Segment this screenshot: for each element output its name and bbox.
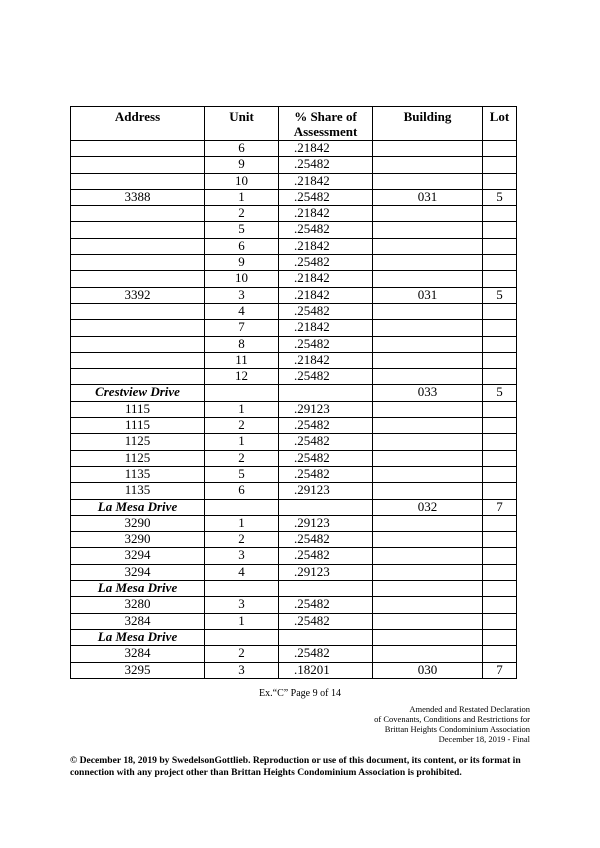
cell-address: 3388 (71, 189, 205, 205)
section-row (71, 629, 517, 645)
cell-unit: 5 (205, 222, 279, 238)
table-row (71, 287, 517, 303)
cell-building (373, 157, 483, 173)
cell-address (71, 157, 205, 173)
cell-lot (483, 515, 517, 531)
cell-building (373, 352, 483, 368)
table-row (71, 532, 517, 548)
cell-building (373, 613, 483, 629)
cell-share: .25482 (279, 303, 373, 319)
cell-unit: 12 (205, 369, 279, 385)
cell-lot (483, 369, 517, 385)
cell-share (279, 385, 373, 401)
cell-address: La Mesa Drive (71, 581, 205, 597)
cell-lot (483, 157, 517, 173)
cell-address: La Mesa Drive (71, 629, 205, 645)
cell-unit: 9 (205, 157, 279, 173)
page-number: Ex.“C” Page 9 of 14 (259, 688, 341, 699)
cell-unit: 1 (205, 401, 279, 417)
cell-address (71, 255, 205, 271)
cell-address (71, 238, 205, 254)
cell-unit: 6 (205, 483, 279, 499)
cell-share: .21842 (279, 141, 373, 157)
cell-unit: 3 (205, 287, 279, 303)
cell-building (373, 597, 483, 613)
cell-share: .21842 (279, 287, 373, 303)
cell-share: .25482 (279, 613, 373, 629)
cell-address (71, 222, 205, 238)
header-lot: Lot (483, 107, 517, 141)
cell-unit: 1 (205, 613, 279, 629)
cell-unit (205, 629, 279, 645)
table-row (71, 189, 517, 205)
cell-share: .25482 (279, 434, 373, 450)
table-row (71, 238, 517, 254)
cell-share (279, 499, 373, 515)
cell-address (71, 173, 205, 189)
cell-address (71, 303, 205, 319)
cell-building: 030 (373, 662, 483, 678)
cell-unit: 9 (205, 255, 279, 271)
cell-address: 3284 (71, 613, 205, 629)
cell-lot (483, 483, 517, 499)
cell-building (373, 483, 483, 499)
table-row (71, 336, 517, 352)
cell-unit (205, 385, 279, 401)
cell-address (71, 352, 205, 368)
cell-lot (483, 222, 517, 238)
cell-building (373, 564, 483, 580)
cell-share: .25482 (279, 597, 373, 613)
table-row (71, 564, 517, 580)
cell-share: .25482 (279, 466, 373, 482)
cell-building (373, 255, 483, 271)
cell-building: 031 (373, 189, 483, 205)
cell-unit: 11 (205, 352, 279, 368)
table-row (71, 271, 517, 287)
cell-building (373, 141, 483, 157)
cell-lot (483, 418, 517, 434)
cell-address: 1125 (71, 450, 205, 466)
header-share: % Share of Assessment (279, 107, 373, 141)
cell-share: .25482 (279, 157, 373, 173)
table-row (71, 303, 517, 319)
cell-lot (483, 581, 517, 597)
table-row (71, 369, 517, 385)
cell-share: .18201 (279, 662, 373, 678)
cell-lot (483, 466, 517, 482)
table-row (71, 352, 517, 368)
cell-unit: 4 (205, 303, 279, 319)
table-row (71, 662, 517, 678)
cell-building (373, 434, 483, 450)
cell-lot (483, 564, 517, 580)
cell-address (71, 141, 205, 157)
cell-unit: 2 (205, 418, 279, 434)
cell-share: .29123 (279, 401, 373, 417)
cell-building (373, 222, 483, 238)
declaration-line: Brittan Heights Condominium Association (384, 724, 530, 734)
cell-address: 3290 (71, 532, 205, 548)
cell-unit: 5 (205, 466, 279, 482)
cell-lot: 5 (483, 287, 517, 303)
cell-lot (483, 548, 517, 564)
cell-share (279, 581, 373, 597)
cell-lot: 7 (483, 662, 517, 678)
cell-unit: 1 (205, 515, 279, 531)
cell-share: .21842 (279, 320, 373, 336)
cell-unit: 6 (205, 238, 279, 254)
cell-lot (483, 352, 517, 368)
cell-building (373, 320, 483, 336)
cell-share: .21842 (279, 271, 373, 287)
cell-address: Crestview Drive (71, 385, 205, 401)
cell-address: La Mesa Drive (71, 499, 205, 515)
cell-unit: 10 (205, 173, 279, 189)
cell-address: 1125 (71, 434, 205, 450)
cell-share: .25482 (279, 189, 373, 205)
cell-unit: 1 (205, 434, 279, 450)
section-row (71, 499, 517, 515)
header-unit: Unit (205, 107, 279, 141)
cell-building (373, 515, 483, 531)
cell-share (279, 629, 373, 645)
cell-address: 3280 (71, 597, 205, 613)
cell-lot (483, 450, 517, 466)
cell-share: .25482 (279, 450, 373, 466)
table-row (71, 157, 517, 173)
cell-building: 031 (373, 287, 483, 303)
table-row (71, 466, 517, 482)
cell-lot (483, 271, 517, 287)
cell-building: 033 (373, 385, 483, 401)
cell-lot (483, 629, 517, 645)
section-row (71, 581, 517, 597)
cell-unit: 3 (205, 597, 279, 613)
cell-unit: 2 (205, 646, 279, 662)
cell-address (71, 320, 205, 336)
cell-address (71, 206, 205, 222)
cell-building (373, 238, 483, 254)
cell-share: .21842 (279, 206, 373, 222)
cell-address (71, 271, 205, 287)
cell-address: 3290 (71, 515, 205, 531)
cell-lot: 5 (483, 385, 517, 401)
cell-share: .21842 (279, 173, 373, 189)
header-address: Address (71, 107, 205, 141)
cell-building: 032 (373, 499, 483, 515)
cell-address: 3295 (71, 662, 205, 678)
cell-unit: 2 (205, 532, 279, 548)
cell-building (373, 646, 483, 662)
table-row (71, 597, 517, 613)
declaration-block (374, 704, 530, 744)
table-row (71, 434, 517, 450)
cell-unit: 2 (205, 206, 279, 222)
cell-share: .25482 (279, 222, 373, 238)
cell-address: 3294 (71, 548, 205, 564)
cell-unit: 3 (205, 548, 279, 564)
cell-address: 3392 (71, 287, 205, 303)
table-body (71, 141, 517, 679)
declaration-line: December 18, 2019 - Final (438, 734, 530, 744)
cell-lot (483, 613, 517, 629)
cell-lot (483, 401, 517, 417)
cell-share: .25482 (279, 369, 373, 385)
cell-building (373, 303, 483, 319)
cell-unit (205, 499, 279, 515)
declaration-line: of Covenants, Conditions and Restrictions for (374, 714, 530, 724)
assessment-share-table (70, 106, 517, 679)
cell-share: .25482 (279, 255, 373, 271)
table-row (71, 483, 517, 499)
table-header-row (71, 107, 517, 141)
cell-building (373, 206, 483, 222)
cell-unit: 10 (205, 271, 279, 287)
cell-unit (205, 581, 279, 597)
table-row (71, 450, 517, 466)
cell-address: 1135 (71, 483, 205, 499)
cell-lot: 5 (483, 189, 517, 205)
cell-building (373, 532, 483, 548)
cell-unit: 1 (205, 189, 279, 205)
cell-lot (483, 646, 517, 662)
section-row (71, 385, 517, 401)
table-row (71, 548, 517, 564)
cell-share: .29123 (279, 564, 373, 580)
table-row (71, 646, 517, 662)
cell-lot (483, 320, 517, 336)
cell-share: .25482 (279, 646, 373, 662)
table-row (71, 222, 517, 238)
cell-building (373, 418, 483, 434)
cell-building (373, 450, 483, 466)
cell-unit: 3 (205, 662, 279, 678)
cell-unit: 7 (205, 320, 279, 336)
cell-share: .21842 (279, 238, 373, 254)
cell-building (373, 548, 483, 564)
cell-building (373, 401, 483, 417)
table-row (71, 141, 517, 157)
cell-address: 1115 (71, 401, 205, 417)
table-row (71, 255, 517, 271)
cell-lot (483, 206, 517, 222)
cell-share: .29123 (279, 483, 373, 499)
cell-lot (483, 238, 517, 254)
declaration-line: Amended and Restated Declaration (409, 704, 530, 714)
cell-address (71, 369, 205, 385)
cell-address (71, 336, 205, 352)
table-row (71, 173, 517, 189)
cell-address: 1135 (71, 466, 205, 482)
cell-building (373, 369, 483, 385)
table-row (71, 418, 517, 434)
cell-unit: 2 (205, 450, 279, 466)
cell-address: 3294 (71, 564, 205, 580)
table-row (71, 401, 517, 417)
cell-building (373, 271, 483, 287)
cell-share: .25482 (279, 418, 373, 434)
table-row (71, 320, 517, 336)
cell-address: 3284 (71, 646, 205, 662)
cell-lot (483, 141, 517, 157)
cell-unit: 6 (205, 141, 279, 157)
cell-share: .29123 (279, 515, 373, 531)
table-row (71, 206, 517, 222)
cell-lot (483, 336, 517, 352)
cell-share: .25482 (279, 548, 373, 564)
cell-unit: 8 (205, 336, 279, 352)
cell-building (373, 173, 483, 189)
cell-building (373, 336, 483, 352)
cell-building (373, 581, 483, 597)
cell-lot (483, 532, 517, 548)
cell-address: 1115 (71, 418, 205, 434)
cell-share: .25482 (279, 532, 373, 548)
cell-unit: 4 (205, 564, 279, 580)
table-row (71, 613, 517, 629)
cell-share: .21842 (279, 352, 373, 368)
table-row (71, 515, 517, 531)
cell-lot (483, 255, 517, 271)
cell-lot (483, 173, 517, 189)
cell-lot (483, 597, 517, 613)
header-building: Building (373, 107, 483, 141)
cell-lot: 7 (483, 499, 517, 515)
copyright-notice: © December 18, 2019 by SwedelsonGottlieb. Reproduction or use of this document, its content, or its format in connection with any project other than Brittan Heights Condominium Association is prohibited. (70, 755, 521, 778)
cell-building (373, 466, 483, 482)
cell-share: .25482 (279, 336, 373, 352)
cell-building (373, 629, 483, 645)
cell-lot (483, 434, 517, 450)
cell-lot (483, 303, 517, 319)
